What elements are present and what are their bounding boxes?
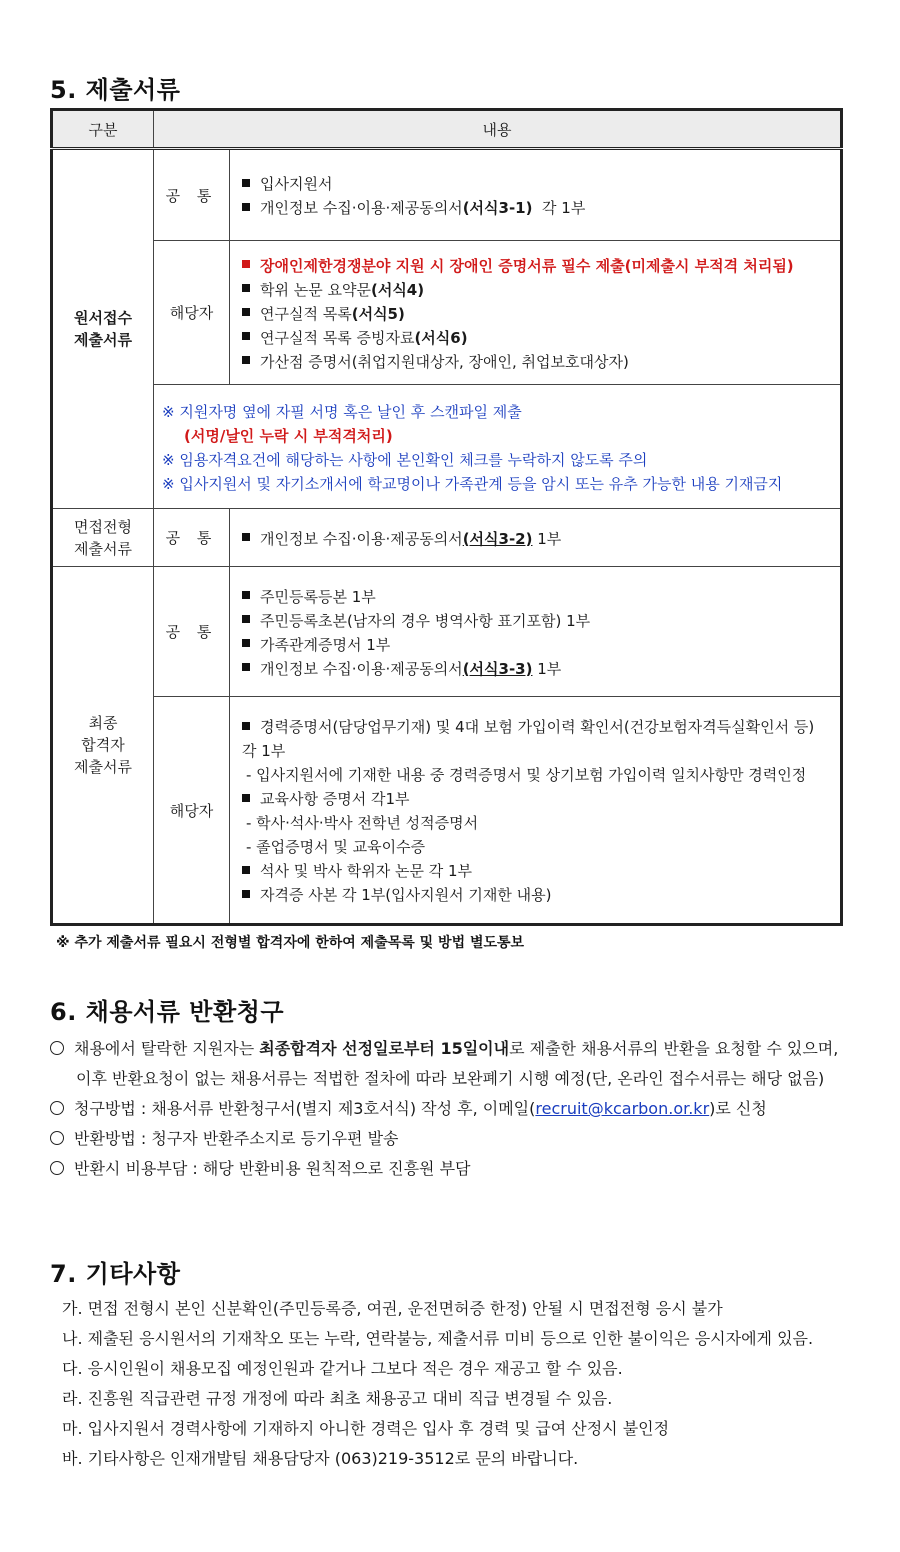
table-footnote: ※ 추가 제출서류 필요시 전형별 합격자에 한하여 제출목록 및 방법 별도통보 (56, 935, 525, 951)
list-item: 주민등록초본(남자의 경우 병역사항 표기포함) 1부 (242, 609, 832, 633)
list-item: 가족관계증명서 1부 (242, 633, 832, 657)
list-item: 교육사항 증명서 각1부 (242, 787, 832, 811)
list-item-disability-required: 장애인제한경쟁분야 지원 시 장애인 증명서류 필수 제출(미제출시 부적격 처리됨) (242, 254, 832, 278)
list-item: 개인정보 수집‧이용‧제공동의서(서식3-2) 1부 (242, 527, 832, 551)
category-application: 원서접수 제출서류 (52, 149, 154, 509)
section-5-title: 5. 제출서류 (50, 76, 181, 104)
list-item: 다. 응시인원이 채용모집 예정인원과 같거나 그보다 적은 경우 재공고 할 수 있음. (62, 1359, 623, 1378)
sub-common-1: 공 통 (154, 149, 230, 241)
list-subitem: - 학사‧석사‧박사 전학년 성적증명서 (246, 814, 479, 832)
section-7-title: 7. 기타사항 (50, 1260, 181, 1288)
interview-common-list (230, 509, 842, 567)
list-item: 경력증명서(담당업무기재) 및 4대 보험 가입이력 확인서(건강보험자격득실확인서 등) 각 1부 (242, 718, 815, 760)
sub-applicable-1: 해당자 (154, 241, 230, 385)
list-subitem: - 졸업증명서 및 교육이수증 (246, 838, 426, 856)
return-request-list (50, 1034, 850, 1184)
final-applicable-list (230, 697, 842, 925)
list-item: 가산점 증명서(취업지원대상자, 장애인, 취업보호대상자) (242, 350, 832, 374)
header-content: 내용 (154, 110, 842, 149)
list-item: 입사지원서 (242, 172, 832, 196)
final-common-list (230, 567, 842, 697)
list-item: 개인정보 수집‧이용‧제공동의서(서식3-3) 1부 (242, 657, 832, 681)
section-6-title: 6. 채용서류 반환청구 (50, 998, 284, 1026)
list-item: 바. 기타사항은 인재개발팀 채용담당자 (063)219-3512로 문의 바랍니다. (62, 1449, 579, 1468)
list-item: 연구실적 목록 증빙자료(서식6) (242, 326, 832, 350)
list-item: 개인정보 수집‧이용‧제공동의서(서식3-1) 각 1부 (242, 196, 832, 220)
category-interview: 면접전형 제출서류 (52, 509, 154, 567)
application-notes: ※ 지원자명 옆에 자필 서명 혹은 날인 후 스캔파일 제출 (서명/날인 누락 시 부적격처리) ※ 임용자격요건에 해당하는 사항에 본인확인 체크를 누락하지 않도록 주의 ※ 입사지원서 및 자기소개서에 학교명이나 가족관계 등을 암시 또는 유추 가능한 내용 기재금지 (154, 385, 842, 509)
list-item: 반환방법 : 청구자 반환주소지로 등기우편 발송 (50, 1124, 850, 1154)
application-common-list (230, 149, 842, 241)
list-item: 마. 입사지원서 경력사항에 기재하지 아니한 경력은 입사 후 경력 및 급여 산정시 불인정 (62, 1419, 670, 1438)
category-final: 최종 합격자 제출서류 (52, 567, 154, 925)
list-item: 나. 제출된 응시원서의 기재착오 또는 누락, 연락불능, 제출서류 미비 등으로 인한 불이익은 응시자에게 있음. (62, 1329, 814, 1348)
list-item: 학위 논문 요약문(서식4) (242, 278, 832, 302)
sub-common-2: 공 통 (154, 509, 230, 567)
header-category: 구분 (52, 110, 154, 149)
list-item: 채용에서 탈락한 지원자는 최종합격자 선정일로부터 15일이내로 제출한 채용서류의 반환을 요청할 수 있으며, 이후 반환요청이 없는 채용서류는 적법한 절차에 따라 보완폐기 시행 예정(단, 온라인 접수서류는 해당 없음) (50, 1034, 850, 1094)
sub-applicable-3: 해당자 (154, 697, 230, 925)
list-item: 청구방법 : 채용서류 반환청구서(별지 제3호서식) 작성 후, 이메일(recruit@kcarbon.or.kr)로 신청 (50, 1094, 850, 1124)
submission-documents-table (50, 108, 843, 926)
list-item: 반환시 비용부담 : 해당 반환비용 원칙적으로 진흥원 부담 (50, 1154, 850, 1184)
list-item: 석사 및 박사 학위자 논문 각 1부 (242, 859, 832, 883)
sub-common-3: 공 통 (154, 567, 230, 697)
list-item: 가. 면접 전형시 본인 신분확인(주민등록증, 여권, 운전면허증 한정) 안될 시 면접전형 응시 불가 (62, 1299, 723, 1318)
list-item: 주민등록등본 1부 (242, 585, 832, 609)
application-applicable-list (230, 241, 842, 385)
list-item: 연구실적 목록(서식5) (242, 302, 832, 326)
email-link[interactable]: recruit@kcarbon.or.kr (535, 1099, 710, 1118)
list-item: 자격증 사본 각 1부(입사지원서 기재한 내용) (242, 883, 832, 907)
list-item: 라. 진흥원 직급관련 규정 개정에 따라 최초 채용공고 대비 직급 변경될 수 있음. (62, 1389, 613, 1408)
list-subitem: - 입사지원서에 기재한 내용 중 경력증명서 및 상기보험 가입이력 일치사항만 경력인정 (246, 766, 807, 784)
other-matters-list (62, 1294, 852, 1474)
